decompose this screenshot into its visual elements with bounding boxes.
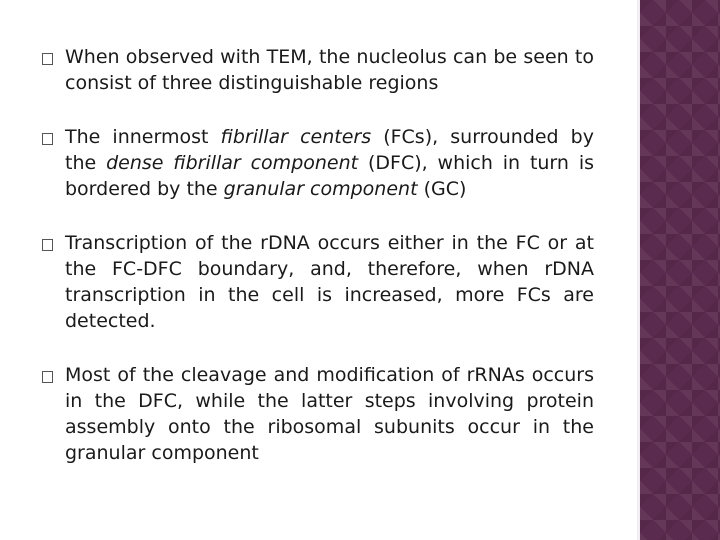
decorative-side-panel — [640, 0, 720, 540]
bullet-text-segment: Transcription of the rDNA occurs either in the FC or at the FC-DFC boundary, and, therefore, when rDNA transcription in the cell is increased, more FCs are detected. — [65, 232, 594, 332]
bullet-item — [40, 124, 594, 202]
bullet-text-segment: (GC) — [417, 178, 467, 200]
bullet-item — [40, 230, 594, 334]
bullet-text — [65, 362, 594, 466]
bullet-text-segment: The innermost — [65, 126, 221, 148]
bullet-item — [40, 44, 594, 96]
checkbox-square-icon — [42, 239, 53, 251]
bullet-text-segment: When observed with TEM, the nucleolus can be seen to consist of three distinguishable regions — [65, 46, 594, 94]
bullet-item — [40, 362, 594, 466]
checkbox-square-icon — [42, 133, 53, 145]
bullet-text — [65, 230, 594, 334]
bullet-text-segment: (DFC), which in turn is bordered by the — [65, 152, 594, 200]
bullet-text-segment: (FCs), surrounded by the — [65, 126, 594, 174]
bullet-text-segment-italic: dense fibrillar component — [106, 152, 359, 174]
bullet-text-segment: Most of the cleavage and modification of rRNAs occurs in the DFC, while the latter steps involving protein assembly onto the ribosomal subunits occur in the granular component — [65, 364, 594, 464]
bullet-text-segment-italic: granular component — [223, 178, 418, 200]
bullet-text-segment-italic: fibrillar centers — [220, 126, 372, 148]
checkbox-square-icon — [42, 371, 53, 383]
bullet-text — [65, 124, 594, 202]
checkbox-square-icon — [42, 53, 53, 65]
bullet-list — [40, 44, 594, 466]
bullet-text — [65, 44, 594, 96]
